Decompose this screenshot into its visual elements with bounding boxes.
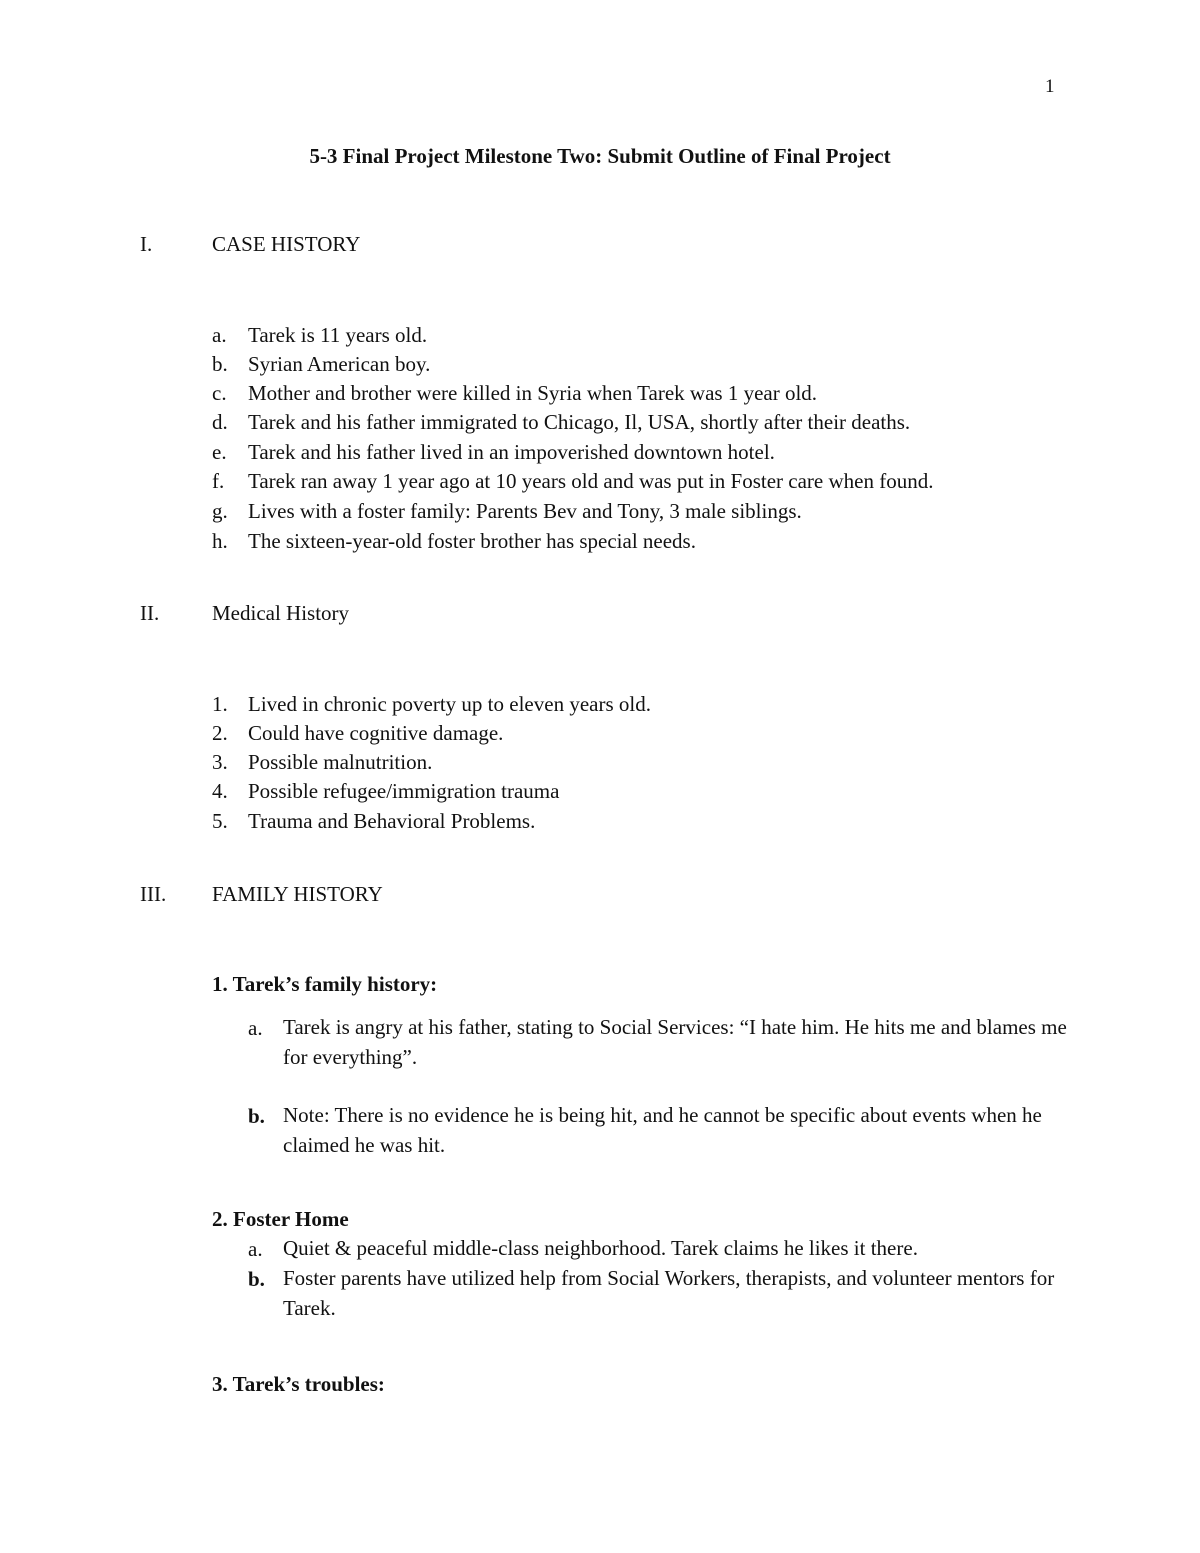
section-title: Medical History — [212, 601, 350, 625]
list-item-marker: a. — [248, 1237, 263, 1261]
list-item-marker: f. — [212, 469, 225, 493]
list-item: The sixteen-year-old foster brother has special needs. — [248, 529, 696, 553]
list-item-marker: d. — [212, 410, 228, 434]
list-item: Syrian American boy. — [248, 352, 431, 376]
list-item: Tarek is 11 years old. — [248, 323, 428, 347]
list-item-marker: a. — [248, 1016, 263, 1040]
list-item: Note: There is no evidence he is being hit, and he cannot be specific about events when he claimed he was hit. — [283, 1103, 1042, 1157]
list-item-marker: c. — [212, 381, 227, 405]
list-item-marker: 2. — [212, 721, 228, 745]
list-item-marker: g. — [212, 499, 228, 523]
list-item-marker: e. — [212, 440, 227, 464]
list-item: Tarek ran away 1 year ago at 10 years old and was put in Foster care when found. — [248, 469, 934, 493]
list-item: Foster parents have utilized help from Social Workers, therapists, and volunteer mentors for Tarek. — [283, 1266, 1055, 1320]
list-item-marker: 1. — [212, 692, 228, 716]
list-item: Lives with a foster family: Parents Bev and Tony, 3 male siblings. — [248, 499, 802, 523]
list-item: Mother and brother were killed in Syria when Tarek was 1 year old. — [248, 381, 818, 405]
list-item-marker: h. — [212, 529, 228, 553]
list-item: Quiet & peaceful middle-class neighborhood. Tarek claims he likes it there. — [283, 1236, 918, 1260]
subsection-heading: 1. Tarek’s family history: — [212, 972, 438, 996]
section-numeral: I. — [140, 232, 153, 256]
list-item: Tarek is angry at his father, stating to Social Services: “I hate him. He hits me and blames me for everything”. — [283, 1015, 1067, 1069]
list-item-marker: 5. — [212, 809, 228, 833]
list-item-marker: a. — [212, 323, 227, 347]
list-item: Possible refugee/immigration trauma — [248, 779, 560, 803]
subsection-heading: 3. Tarek’s troubles: — [212, 1372, 385, 1396]
page-number: 1 — [1045, 76, 1055, 97]
document-title: 5-3 Final Project Milestone Two: Submit Outline of Final Project — [309, 144, 891, 168]
section-title: CASE HISTORY — [212, 232, 361, 256]
list-item: Tarek and his father lived in an impoverished downtown hotel. — [248, 440, 775, 464]
section-numeral: III. — [140, 882, 167, 906]
subsection-heading: 2. Foster Home — [212, 1207, 349, 1231]
list-item: Tarek and his father immigrated to Chicago, Il, USA, shortly after their deaths. — [248, 410, 911, 434]
section-title: FAMILY HISTORY — [212, 882, 383, 906]
list-item-marker: 3. — [212, 750, 228, 774]
list-item: Trauma and Behavioral Problems. — [248, 809, 536, 833]
section-numeral: II. — [140, 601, 160, 625]
list-item: Could have cognitive damage. — [248, 721, 504, 745]
list-item: Possible malnutrition. — [248, 750, 433, 774]
list-item: Lived in chronic poverty up to eleven years old. — [248, 692, 651, 716]
list-item-marker: b. — [212, 352, 228, 376]
list-item-marker: b. — [248, 1267, 265, 1291]
list-item-marker: b. — [248, 1104, 265, 1128]
list-item-marker: 4. — [212, 779, 228, 803]
